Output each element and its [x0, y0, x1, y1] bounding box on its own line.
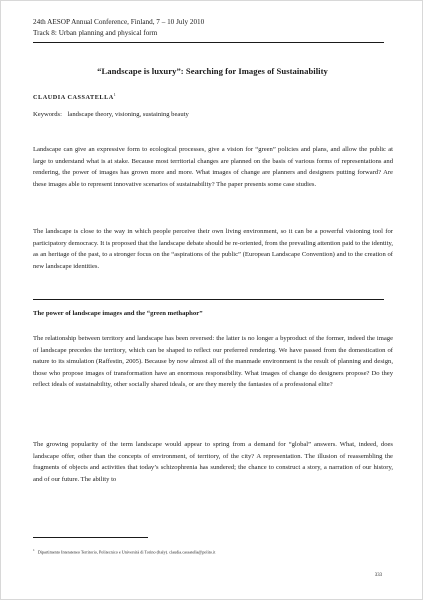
keywords-text: landscape theory, visioning, sustaining beauty: [67, 111, 189, 118]
body-paragraph-2: The growing popularity of the term landscape would appear to spring from a demand for “global” answers. What, indeed, does landscape offer, other than the concepts of environment, of territory, of the city? A representation. The illusion of reassembling the fragments of objects and activities that today’s schizophrenia has sundered; the chance to construct a story, a narration of our history, and of our future. The ability to: [33, 441, 393, 483]
author-line: [33, 92, 116, 101]
header-rule: [33, 42, 384, 43]
author-footnote-marker: 1: [113, 92, 116, 97]
section-heading: The power of landscape images and the “green methaphor”: [33, 310, 203, 317]
section-rule: [33, 299, 384, 300]
page-number: 333: [374, 573, 382, 578]
paper-title: “Landscape is luxury”: Searching for Images of Sustainability: [97, 66, 328, 76]
keywords-line: [33, 111, 189, 118]
footnote-text: Dipartimento Interateneo Territorio, Politecnico e Università di Torino (Italy). claudia.cassatella@polito.it: [37, 549, 216, 555]
keywords-label: Keywords:: [33, 111, 62, 118]
footnote-rule: [33, 537, 148, 538]
abstract-paragraph-2: The landscape is close to the way in which people perceive their own living environment, so it can be a powerful visioning tool for participatory democracy. It is proposed that the landscape debate should be re-oriented, from the prevailing attention paid to the identity, as an heritage of the past, to a stronger focus on the “aspirations of the public” (European Landscape Convention) and to the creation of new landscape identities.: [33, 228, 393, 270]
running-header: [33, 17, 204, 38]
body-paragraph-1: The relationship between territory and landscape has been reversed: the latter is no longer a byproduct of the former, indeed the image of landscape precedes the territory, which can be shaped to reflect our preferred rendering. We have passed from the domestication of nature to its simulation (Raffestin, 2005). Because by now almost all of the manmade environment is the result of planning and design, those who propose images of transformation have an enormous responsibility. What images of change do designers propose? Do they reflect ideals of sustainability, other socially shared ideals, or are they merely the fantasies of a professional elite?: [33, 335, 393, 389]
footnote: [33, 547, 215, 555]
abstract-paragraph-1: Landscape can give an expressive form to ecological processes, give a vision for “green” policies and plans, and allow the public at large to understand what is at stake. Because most territorial changes are planned on the basis of various forms of representations and rendering, the power of images has grown more and more. What images of change are planners and designers putting forward? Are these images able to represent innovative scenarios of sustainability? The paper presents some case studies.: [33, 146, 393, 188]
conference-name: 24th AESOP Annual Conference, Finland, 7 – 10 July 2010: [33, 18, 205, 26]
author-name: CLAUDIA CASSATELLA: [33, 94, 114, 102]
footnote-marker: 1: [33, 548, 35, 552]
track-name: Track 8: Urban planning and physical form: [33, 28, 158, 37]
